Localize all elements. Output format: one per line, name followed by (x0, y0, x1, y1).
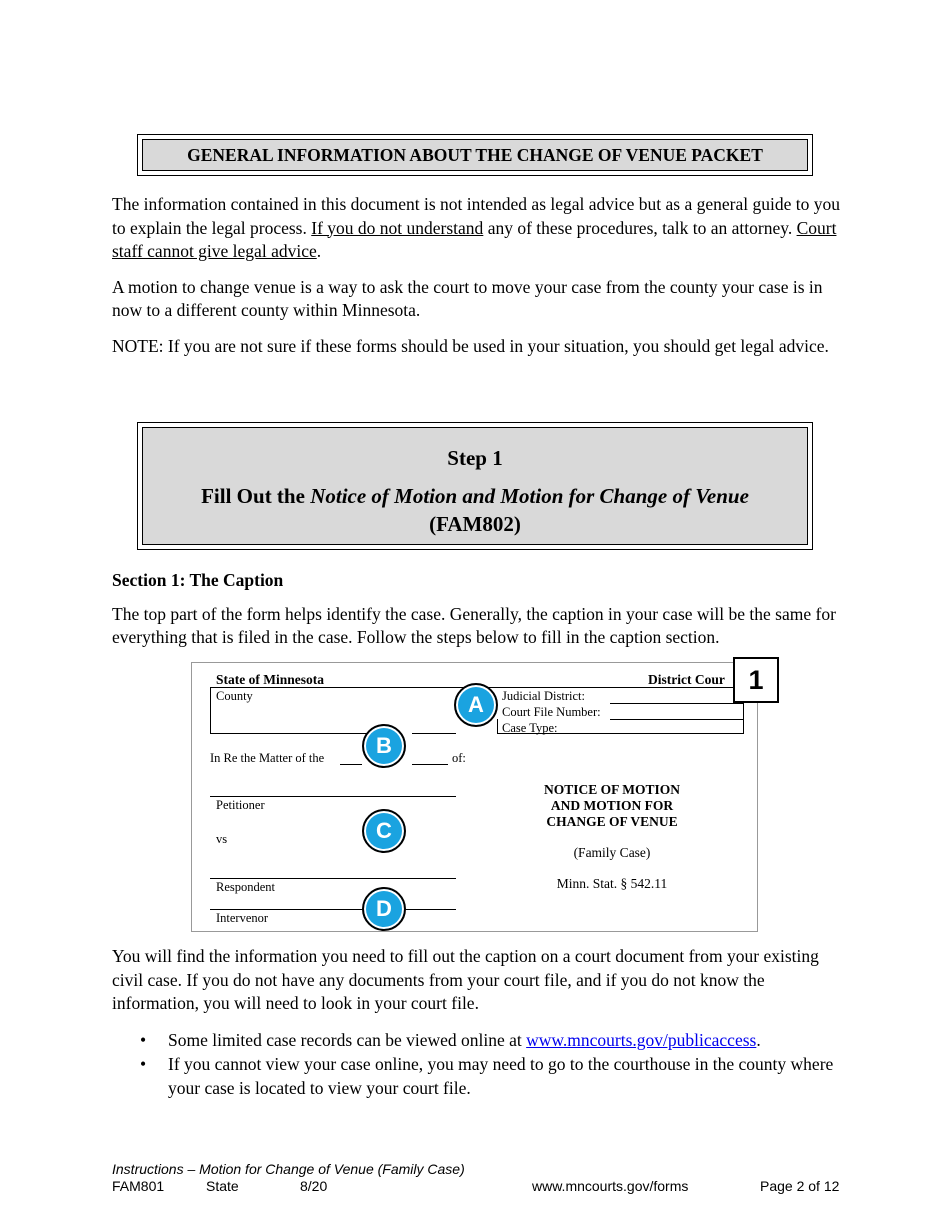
bullet-courthouse: • If you cannot view your case online, you may need to go to the courthouse in the county where your case is located to view your court file. (140, 1054, 834, 1098)
caption-intervenor: Intervenor (216, 911, 269, 925)
caption-court-file-number: Court File Number: (502, 705, 601, 719)
note-paragraph: NOTE: If you are not sure if these forms should be used in your situation, you should get legal advice. (112, 335, 829, 356)
caption-case-type: Case Type: (502, 721, 558, 735)
after-caption-section (112, 945, 840, 1101)
general-info-title: GENERAL INFORMATION ABOUT THE CHANGE OF VENUE PACKET (142, 139, 808, 171)
caption-family-case: (Family Case) (573, 845, 651, 860)
step-1-box (137, 422, 813, 550)
caption-respondent: Respondent (216, 880, 276, 894)
footer-page-number: Page 2 of 12 (760, 1178, 840, 1194)
footer-form-id: FAM801 (112, 1178, 165, 1194)
general-info-box (137, 134, 813, 176)
footer-title: Instructions – Motion for Change of Venue (Family Case) (112, 1161, 465, 1177)
caption-statute: Minn. Stat. § 542.11 (556, 876, 668, 891)
after-caption-paragraph: You will find the information you need to fill out the caption on a court document from your existing civil case. If you do not have any documents from your court file, and if you do not know the information, you will need to look in your court file. (112, 946, 819, 1013)
caption-court: District Cour (648, 672, 725, 687)
understand-underlined: If you do not understand (311, 217, 484, 238)
badge-b: B (362, 724, 406, 768)
badge-c: C (362, 809, 406, 853)
caption-example-figure (191, 662, 764, 932)
badge-d: D (362, 887, 406, 931)
intro-paragraph-1: The information contained in this document is not intended as legal advice but as a general guide to you to explain the legal process. If you do not understand any of these procedures, talk to an attorney. Court staff cannot give legal advice. (112, 194, 840, 261)
badge-a: A (454, 683, 498, 727)
caption-judicial-district: Judicial District: (502, 689, 585, 703)
caption-vs: vs (216, 832, 228, 846)
caption-state: State of Minnesota (216, 672, 324, 687)
caption-county: County (216, 689, 253, 703)
caption-notice-title: NOTICE OF MOTION AND MOTION FOR CHANGE OF VENUE (543, 782, 680, 829)
footer-date: 8/20 (300, 1178, 328, 1194)
no-legal-advice-underlined: Court staff cannot give legal advice (112, 217, 837, 261)
footer-url: www.mncourts.gov/forms (532, 1178, 689, 1194)
section-1-heading: Section 1: The Caption (112, 570, 284, 590)
bullet-dot: • (140, 1054, 147, 1074)
public-access-link[interactable]: www.mncourts.gov/publicaccess (526, 1029, 757, 1050)
step-form-id: (FAM802) (429, 512, 521, 536)
section-1-paragraph: The top part of the form helps identify the case. Generally, the caption in your case will be the same for everything that is filed in the case. Follow the steps below to fill in the caption section. (112, 603, 836, 647)
step-title: Step 1 (447, 446, 503, 470)
bullet-online-records: • Some limited case records can be viewed online at www.mncourts.gov/publicaccess. (112, 1029, 840, 1053)
caption-of: of: (452, 751, 466, 765)
footer-state: State (206, 1178, 239, 1194)
step-number-box: 1 (733, 657, 779, 703)
intro-section (112, 193, 840, 358)
caption-in-re: In Re the Matter of the (210, 751, 325, 765)
section-1 (112, 569, 840, 650)
caption-petitioner: Petitioner (216, 798, 265, 812)
intro-paragraph-2: A motion to change venue is a way to ask the court to move your case from the county your case is in now to a different county within Minnesota. (112, 276, 823, 320)
records-bullet-list (112, 1029, 840, 1101)
bullet-dot: • (140, 1029, 147, 1050)
step-subtitle: Fill Out the Notice of Motion and Motion for Change of Venue (201, 484, 749, 508)
